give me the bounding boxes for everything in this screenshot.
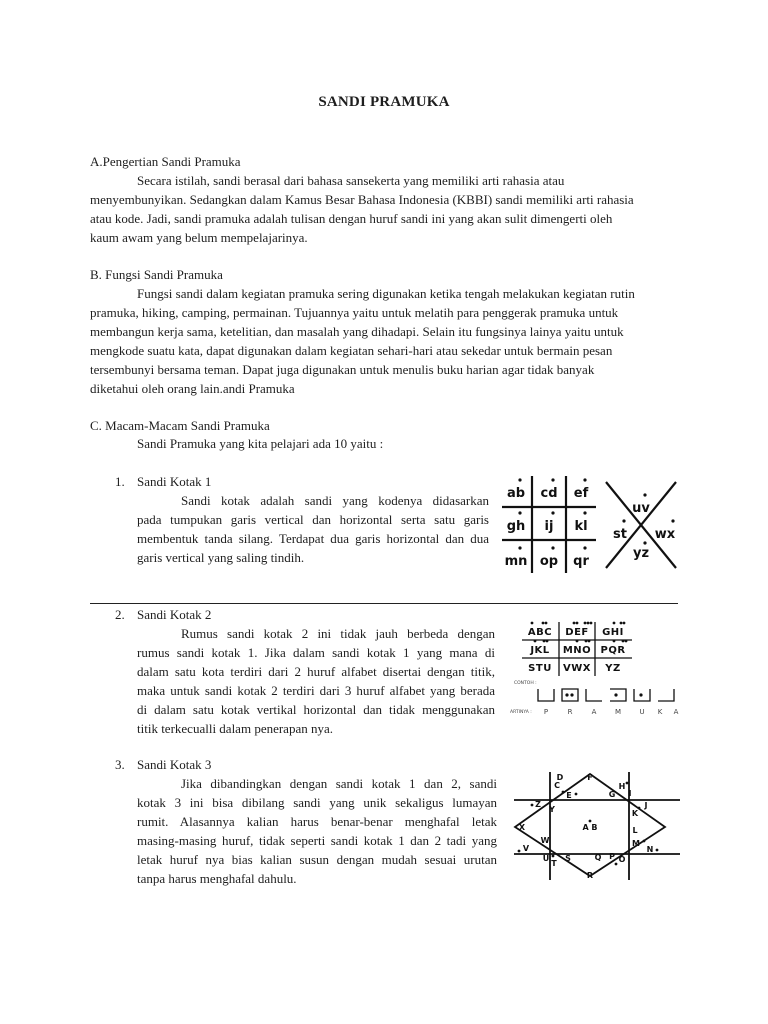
- section-a-heading: A.Pengertian Sandi Pramuka: [90, 154, 241, 169]
- example-letter-p: P: [543, 708, 549, 716]
- cell-ab: ab: [506, 486, 526, 501]
- letter-i: I: [628, 789, 632, 798]
- section-a-line: kaum awam yang belum mempelajarinya.: [90, 230, 308, 245]
- grid-yz: YZ: [605, 663, 621, 674]
- grid-def: DEF: [565, 627, 589, 638]
- letter-q: Q: [594, 853, 602, 862]
- sandi-kotak-1-diagram: [500, 472, 682, 576]
- grid-mno: MNO: [562, 645, 592, 656]
- contoh-label: CONTOH :: [514, 681, 537, 686]
- section-b-line: tersembunyi bersama teman. Dapat juga digunakan untuk menulis buku harian agar tidak banyak: [90, 362, 595, 377]
- cell-ef: ef: [573, 486, 589, 501]
- item-line: membentuk tanda silang. Terdapat dua garis horizontal dan dua: [137, 531, 489, 546]
- section-b-line: pramuka, hiking, camping, permainan. Tujuannya yaitu untuk melatih para penggerak pramuka untuk: [90, 305, 619, 320]
- item-line: Rumus sandi kotak 2 ini tidak jauh berbeda dengan: [181, 626, 495, 641]
- grid-pqr: PQR: [600, 645, 626, 656]
- grid-ghi: GHI: [602, 627, 624, 638]
- item-line: titik terkecualli dalam penerapan nya.: [137, 721, 333, 736]
- cell-mn: mn: [504, 554, 528, 569]
- letter-u: U: [542, 854, 550, 863]
- artinya-label: ARTINYA :: [510, 710, 532, 715]
- example-letter-k: K: [657, 708, 663, 716]
- grid-vwx: VWX: [563, 663, 591, 674]
- letter-n: N: [646, 845, 654, 854]
- item-line: di dalam satu kotak vertikal horizontal dan tidak menggunakan: [137, 702, 495, 717]
- letter-x: X: [518, 823, 526, 832]
- grid-jkl: JKL: [530, 645, 550, 656]
- item-line: rumit. Alasannya kalian harus benar-benar menghafal letak: [137, 814, 497, 829]
- item-line: tanpa harus menghafal dahulu.: [137, 871, 297, 886]
- section-a-line: menyembunyikan. Sedangkan dalam Kamus Besar Bahasa Indonesia (KBBI) sandi memiliki arti rahasia: [90, 192, 634, 207]
- x-cell-yz: yz: [632, 546, 650, 561]
- letter-s: S: [565, 854, 571, 863]
- item-title: Sandi Kotak 3: [137, 757, 212, 772]
- example-letter-u: U: [639, 708, 645, 716]
- cell-op: op: [539, 554, 559, 569]
- item-title: Sandi Kotak 2: [137, 607, 212, 622]
- letter-m: M: [632, 839, 640, 848]
- letter-r: R: [586, 871, 594, 880]
- cell-kl: kl: [574, 519, 588, 534]
- item-title: Sandi Kotak 1: [137, 474, 212, 489]
- x-cell-uv: uv: [632, 501, 650, 516]
- letter-d: D: [556, 773, 564, 782]
- letter-v: V: [522, 844, 530, 853]
- item-line: Sandi kotak adalah sandi yang kodenya didasarkan: [181, 493, 489, 508]
- sandi-kotak-2-diagram: [510, 614, 682, 720]
- letter-z: Z: [535, 800, 541, 809]
- letter-t: T: [551, 859, 557, 868]
- item-line: Jika dibandingkan dengan sandi kotak 1 dan 2, sandi: [181, 776, 497, 791]
- letter-w: W: [540, 836, 550, 845]
- item-number: 1.: [115, 474, 125, 489]
- letter-e: E: [566, 791, 572, 800]
- letter-o: O: [618, 855, 626, 864]
- section-b-line: mengkode suatu kata, dapat digunakan dalam kegiatan sehari-hari atau sekedar untuk bermain pesan: [90, 343, 613, 358]
- sandi-kotak-3-diagram: [512, 770, 682, 882]
- section-a-line: atau kode. Jadi, sandi pramuka adalah tulisan dengan huruf sandi ini yang akan sulit dimengerti oleh: [90, 211, 613, 226]
- letter-f: F: [587, 773, 593, 782]
- item-line: dalam satu kota terdiri dari 2 huruf alfabet disertai dengan titik,: [137, 664, 495, 679]
- example-letter-m: M: [614, 708, 622, 716]
- section-b-line: diketahui oleh orang lain.andi Pramuka: [90, 381, 295, 396]
- letter-p: P: [609, 852, 615, 861]
- section-c-heading: C. Macam-Macam Sandi Pramuka: [90, 418, 270, 433]
- item-number: 2.: [115, 607, 125, 622]
- item-line: rumus sandi kotak 1. Jika dalam sandi kotak 1 yang mana di: [137, 645, 495, 660]
- letter-y: Y: [549, 805, 555, 814]
- section-c-intro: Sandi Pramuka yang kita pelajari ada 10 yaitu :: [137, 436, 384, 451]
- example-letter-a: A: [591, 708, 597, 716]
- item-line: pada tumpukan garis vertical dan horizontal serta satu garis: [137, 512, 489, 527]
- example-letter-r: R: [567, 708, 573, 716]
- cell-cd: cd: [540, 486, 558, 501]
- grid-abc: ABC: [527, 627, 553, 638]
- item-line: letak huruf nya bias kalian susun dengan mudah sesuai urutan: [137, 852, 497, 867]
- item-line: maka untuk sandi kotak 2 terdiri dari 3 huruf alfabet yang berada: [137, 683, 495, 698]
- letter-g: G: [608, 790, 616, 799]
- x-cell-st: st: [613, 527, 627, 542]
- item-line: garis vertical yang saling tindih.: [137, 550, 305, 565]
- item-number: 3.: [115, 757, 125, 772]
- cell-qr: qr: [573, 554, 589, 569]
- section-b-line: membangun kerja sama, ketelitian, dan masalah yang dihadapi. Selain itu fungsinya lainya yaitu untuk: [90, 324, 624, 339]
- item-line: masing-masing huruf, tidak seperti sandi kotak 1 dan 2 tadi yang: [137, 833, 497, 848]
- x-cell-wx: wx: [654, 527, 676, 542]
- center-ab: A B: [582, 823, 598, 832]
- item-line: kotak 3 ini bisa dibilang sandi yang unik sekaligus lumayan: [137, 795, 497, 810]
- document-title: SANDI PRAMUKA: [318, 94, 450, 110]
- section-b-heading: B. Fungsi Sandi Pramuka: [90, 267, 223, 282]
- letter-c: C: [554, 781, 560, 790]
- cell-gh: gh: [506, 519, 526, 534]
- section-b-line: Fungsi sandi dalam kegiatan pramuka sering digunakan ketika tengah melakukan kegiatan rutin: [137, 286, 635, 301]
- example-letter-a2: A: [673, 708, 679, 716]
- letter-k: K: [631, 809, 639, 818]
- letter-j: J: [644, 801, 648, 810]
- letter-l: L: [632, 826, 638, 835]
- grid-stu: STU: [528, 663, 552, 674]
- cell-ij: ij: [544, 519, 554, 534]
- section-a-line: Secara istilah, sandi berasal dari bahasa sansekerta yang memiliki arti rahasia atau: [137, 173, 565, 188]
- letter-h: H: [618, 782, 626, 791]
- section-divider: [90, 603, 678, 604]
